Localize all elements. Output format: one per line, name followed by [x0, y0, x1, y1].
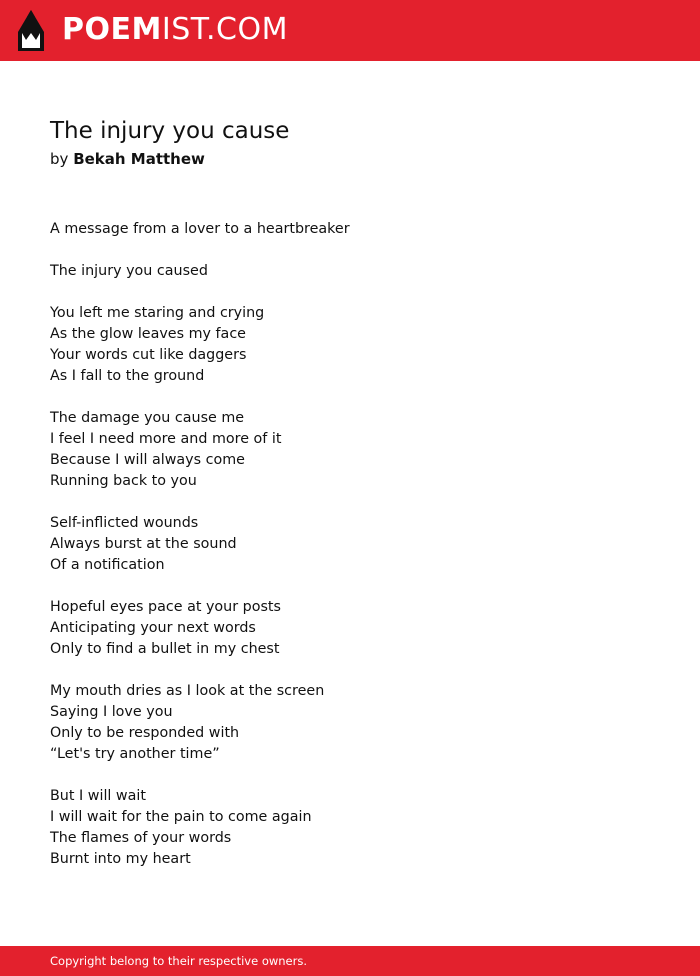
poem-stanza	[50, 597, 650, 660]
poem-line: I will wait for the pain to come again	[50, 809, 312, 825]
poem-line: As I fall to the ground	[50, 368, 205, 384]
poem-line: As the glow leaves my face	[50, 326, 246, 342]
poem-line: “Let's try another time”	[50, 746, 220, 762]
poem-stanza	[50, 786, 650, 870]
poem-stanza	[50, 303, 650, 387]
poem-line: Only to be responded with	[50, 725, 240, 741]
poem-stanza	[50, 408, 650, 492]
poem-line: Only to find a bullet in my chest	[50, 641, 280, 657]
site-logo-text[interactable]	[62, 12, 288, 48]
poem-line: Because I will always come	[50, 452, 245, 468]
site-footer	[0, 946, 700, 976]
brand-bold: POEM	[62, 12, 162, 47]
poem-line: But I will wait	[50, 788, 146, 804]
poem-line: The injury you caused	[50, 263, 208, 279]
poem-line: Running back to you	[50, 473, 197, 489]
poem-line: Of a notification	[50, 557, 165, 573]
poem-line: Hopeful eyes pace at your posts	[50, 599, 281, 615]
poem-line: You left me staring and crying	[50, 305, 265, 321]
byline-prefix: by	[50, 150, 69, 168]
poem-byline	[50, 149, 205, 169]
poem-line: Burnt into my heart	[50, 851, 191, 867]
poem-stanza	[50, 681, 650, 765]
poem-line: I feel I need more and more of it	[50, 431, 282, 447]
poem-title: The injury you cause	[50, 118, 290, 144]
poem-line: Anticipating your next words	[50, 620, 256, 636]
poem-line: Self-inflicted wounds	[50, 515, 199, 531]
poem-line: A message from a lover to a heartbreaker	[50, 221, 350, 237]
poem-line: Always burst at the sound	[50, 536, 237, 552]
poem-stanza	[50, 219, 650, 240]
site-header	[0, 0, 700, 61]
brand-light: IST.COM	[161, 12, 288, 47]
poem-stanza	[50, 513, 650, 576]
poem-line: The damage you cause me	[50, 410, 245, 426]
pencil-tip-icon[interactable]	[18, 10, 44, 51]
poem-author: Bekah Matthew	[73, 150, 205, 168]
poem-line: Your words cut like daggers	[50, 347, 247, 363]
poem-stanza	[50, 261, 650, 282]
poem-line: My mouth dries as I look at the screen	[50, 683, 325, 699]
poem-body	[50, 219, 650, 891]
poem-line: The flames of your words	[50, 830, 232, 846]
copyright-text: Copyright belong to their respective owners.	[50, 954, 308, 968]
poem-line: Saying I love you	[50, 704, 173, 720]
